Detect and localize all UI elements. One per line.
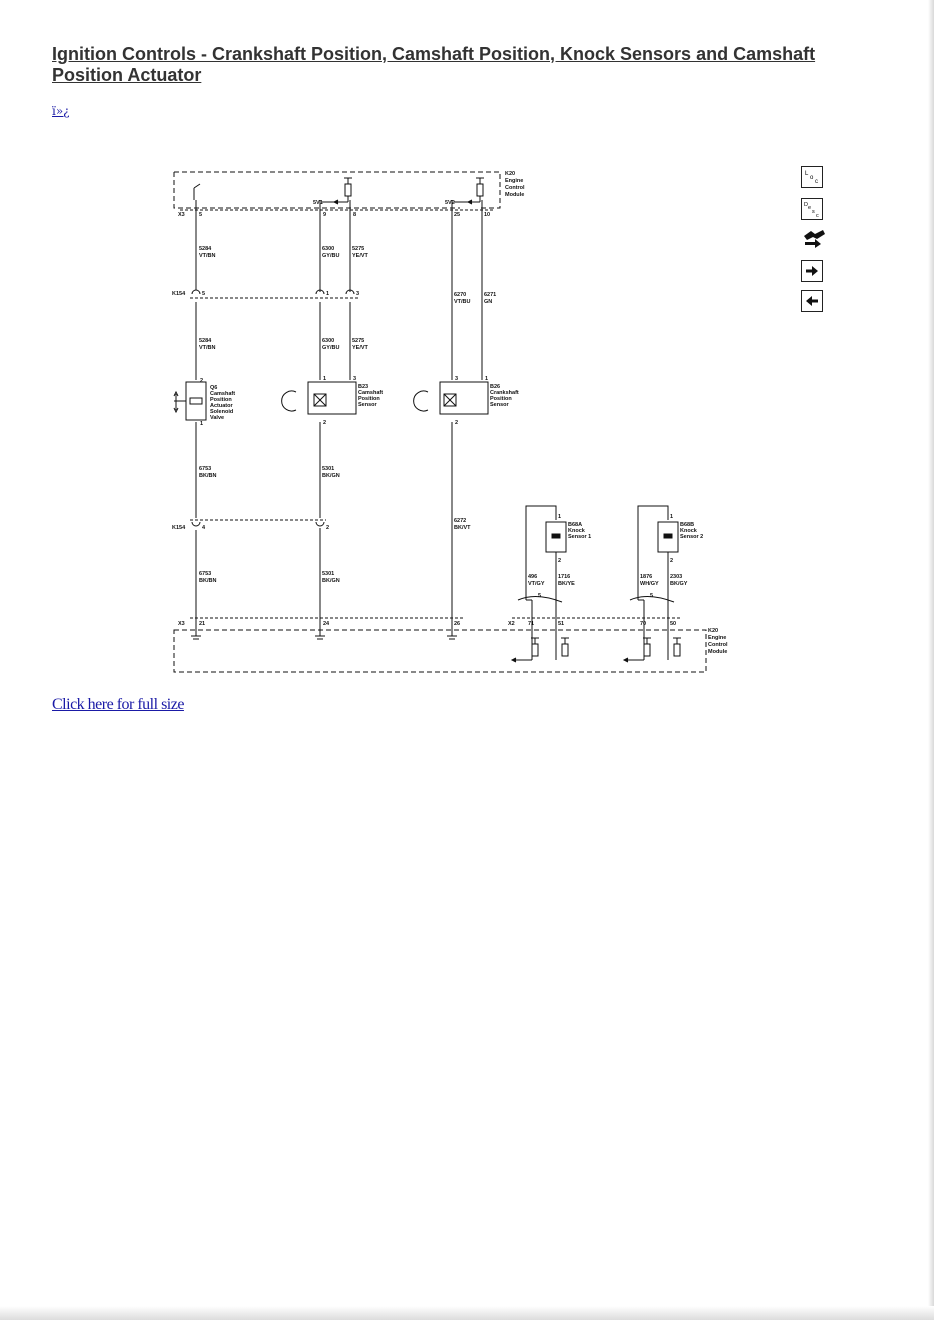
b23-label: Sensor xyxy=(358,402,377,408)
svg-text:D: D xyxy=(804,202,808,208)
page-bottom-shadow xyxy=(0,1306,934,1320)
wire-circuit: 6753 xyxy=(199,571,212,577)
b68b-label: Knock xyxy=(680,528,697,534)
q6-label: Valve xyxy=(210,415,225,421)
b26-pin: 1 xyxy=(485,376,489,382)
b23-pin: 3 xyxy=(353,376,357,382)
b23-label: Camshaft xyxy=(358,390,384,396)
loc-button[interactable] xyxy=(801,166,823,188)
b23-label: Position xyxy=(358,396,380,402)
x2-pin: 70 xyxy=(640,621,647,627)
wire-color: WH/GY xyxy=(640,581,659,587)
k154-pin: 1 xyxy=(326,291,330,297)
wire-color: VT/BU xyxy=(454,299,471,305)
wire-circuit: 1716 xyxy=(558,574,571,580)
wire-color: GY/BU xyxy=(322,345,340,351)
k20-bottom-line1: Engine xyxy=(708,635,727,641)
b68a-label: Knock xyxy=(568,528,585,534)
k20-top-line3: Module xyxy=(505,192,525,198)
ref-5v1: 5V1 xyxy=(313,200,323,206)
b68a-pin: 2 xyxy=(558,558,562,564)
page-title: Ignition Controls - Crankshaft Position, Camshaft Position, Knock Sensors and Camshaft Position Actuator xyxy=(52,44,816,85)
b26-sensor xyxy=(440,382,488,414)
x2-pin: 51 xyxy=(558,621,565,627)
x3-top-label: X3 xyxy=(178,212,185,218)
wire-color: GN xyxy=(484,299,493,305)
resistor-5v2 xyxy=(477,184,483,196)
b23-pin: 2 xyxy=(323,420,327,426)
b23-pin: 1 xyxy=(323,376,327,382)
wire-circuit: 1876 xyxy=(640,574,653,580)
svg-text:c: c xyxy=(816,213,819,218)
b68b-id: B68B xyxy=(680,522,695,528)
b26-pin: 3 xyxy=(455,376,459,382)
wire-circuit: 496 xyxy=(528,574,538,580)
k20-bottom-id: K20 xyxy=(708,628,719,634)
svg-text:c: c xyxy=(815,179,818,185)
q6-id: Q6 xyxy=(210,385,218,391)
shield-label: 5 xyxy=(538,593,542,599)
k154-pin: 2 xyxy=(326,525,330,531)
desc-button[interactable] xyxy=(801,198,823,220)
svg-text:e: e xyxy=(808,205,812,211)
k154-bottom-label: K154 xyxy=(172,525,186,531)
q6-label: Camshaft xyxy=(210,391,236,397)
wire-color: BK/GY xyxy=(670,581,688,587)
next-button[interactable] xyxy=(801,260,823,282)
full-size-link[interactable]: Click here for full size xyxy=(52,696,184,713)
wire-circuit: 5301 xyxy=(322,466,335,472)
x3-pin: 21 xyxy=(199,621,206,627)
wire-color: GY/BU xyxy=(322,253,340,259)
b68a-label: Sensor 1 xyxy=(568,534,592,540)
wire-circuit: 5301 xyxy=(322,571,335,577)
q6-label: Actuator xyxy=(210,403,233,409)
b26-pin: 2 xyxy=(455,420,459,426)
wire-circuit: 6300 xyxy=(322,246,335,252)
svg-text:L: L xyxy=(805,171,809,177)
b26-id: B26 xyxy=(490,384,501,390)
q6-pin: 1 xyxy=(200,421,204,427)
wire-color: BK/BN xyxy=(199,473,217,479)
k154-pin: 5 xyxy=(202,291,206,297)
wire-color: YE/VT xyxy=(352,253,368,259)
b23-sensor xyxy=(308,382,356,414)
wiring-diagram xyxy=(160,160,840,690)
svg-text:o: o xyxy=(810,175,814,181)
wire-color: BK/GN xyxy=(322,473,340,479)
b23-id: B23 xyxy=(358,384,369,390)
b68b-pin: 1 xyxy=(670,514,674,520)
wire-circuit: 6271 xyxy=(484,292,497,298)
wire-color: BK/YE xyxy=(558,581,575,587)
shield-label: 5 xyxy=(650,593,654,599)
wire-circuit: 5284 xyxy=(199,338,212,344)
b68a-id: B68A xyxy=(568,522,583,528)
ref-5v2: 5V2 xyxy=(445,200,455,206)
svg-text:s: s xyxy=(812,209,815,215)
arrow-left-icon xyxy=(805,295,819,307)
page-edge-shadow xyxy=(928,0,934,1320)
wire-circuit: 5284 xyxy=(199,246,212,252)
k154-top-label: K154 xyxy=(172,291,186,297)
x3-bottom-label: X3 xyxy=(178,621,185,627)
b26-label: Position xyxy=(490,396,512,402)
k20-top-line2: Control xyxy=(505,185,525,191)
b68b-label: Sensor 2 xyxy=(680,534,704,540)
x2-label: X2 xyxy=(508,621,515,627)
wire-color: VT/BN xyxy=(199,253,216,259)
x2-pin: 71 xyxy=(528,621,535,627)
loc-icon xyxy=(803,168,821,186)
q6-pin: 2 xyxy=(200,378,204,384)
wire-color: BK/VT xyxy=(454,525,471,531)
k154-pin: 4 xyxy=(202,525,206,531)
wire-circuit: 6300 xyxy=(322,338,335,344)
connector-icon xyxy=(801,226,827,250)
wire-color: VT/BN xyxy=(199,345,216,351)
x3-pin: 9 xyxy=(323,212,327,218)
x3-pin: 8 xyxy=(353,212,357,218)
x3-pin: 26 xyxy=(454,621,461,627)
x2-pin: 50 xyxy=(670,621,677,627)
glyph-link[interactable]: ï»¿ xyxy=(52,104,70,118)
q6-label: Position xyxy=(210,397,232,403)
k20-top-id: K20 xyxy=(505,171,516,177)
k20-top-line1: Engine xyxy=(505,178,524,184)
wire-circuit: 5275 xyxy=(352,246,365,252)
connector-button[interactable] xyxy=(801,226,827,250)
k20-bottom-line2: Control xyxy=(708,642,728,648)
desc-icon xyxy=(803,200,821,218)
q6-label: Solenoid xyxy=(210,409,234,415)
k20-bottom-line3: Module xyxy=(708,649,728,655)
wire-circuit: 6753 xyxy=(199,466,212,472)
x3-pin: 25 xyxy=(454,212,461,218)
wire-color: BK/BN xyxy=(199,578,217,584)
b26-label: Crankshaft xyxy=(490,390,519,396)
resistor-5v1 xyxy=(345,184,351,196)
arrow-right-icon xyxy=(805,265,819,277)
b68b-pin: 2 xyxy=(670,558,674,564)
wire-circuit: 6270 xyxy=(454,292,467,298)
wire-color: VT/GY xyxy=(528,581,545,587)
q6-solenoid xyxy=(186,382,206,420)
x3-pin: 10 xyxy=(484,212,491,218)
b68a-pin: 1 xyxy=(558,514,562,520)
wire-color: BK/GN xyxy=(322,578,340,584)
wire-circuit: 5275 xyxy=(352,338,365,344)
x3-pin: 24 xyxy=(323,621,330,627)
previous-button[interactable] xyxy=(801,290,823,312)
x3-pin: 5 xyxy=(199,212,203,218)
module-bottom-outline xyxy=(174,630,706,672)
k154-pin: 3 xyxy=(356,291,360,297)
wire-circuit: 2303 xyxy=(670,574,683,580)
b26-label: Sensor xyxy=(490,402,509,408)
wire-color: YE/VT xyxy=(352,345,368,351)
wire-circuit: 6272 xyxy=(454,518,467,524)
